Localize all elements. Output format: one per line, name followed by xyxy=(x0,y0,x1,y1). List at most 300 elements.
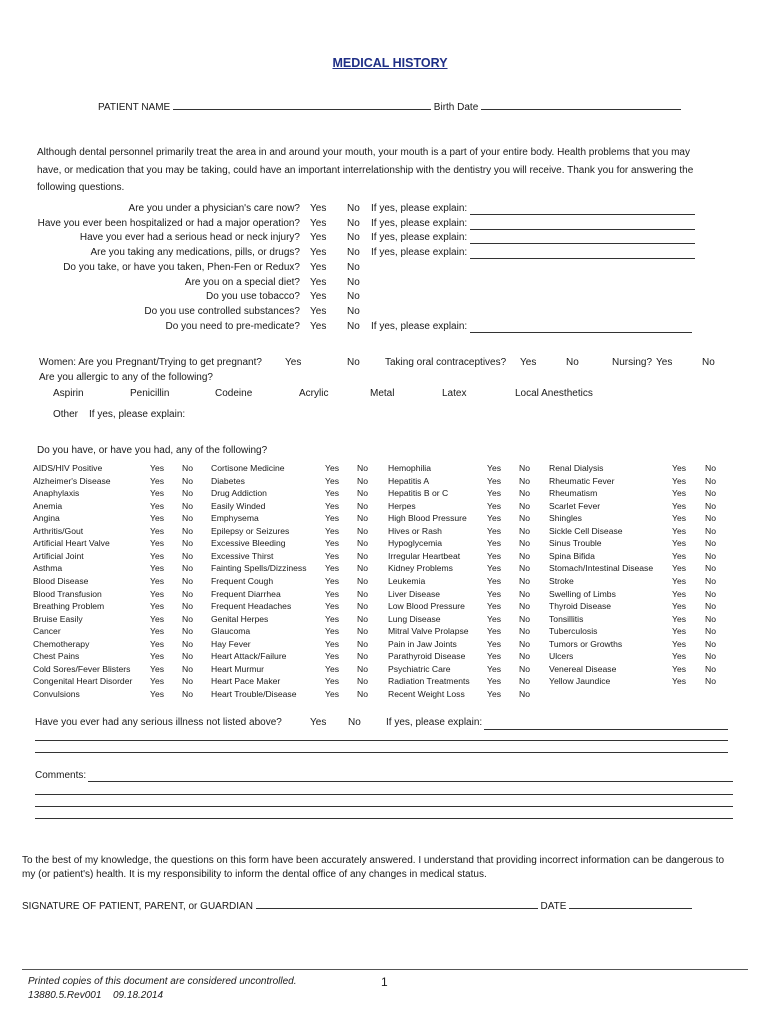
condition-label: Venereal Disease xyxy=(549,663,617,674)
condition-label: Frequent Cough xyxy=(211,575,274,586)
condition-no[interactable]: No xyxy=(705,550,716,561)
contraceptives-no[interactable]: No xyxy=(566,357,579,368)
condition-label: Ulcers xyxy=(549,651,574,662)
condition-no[interactable]: No xyxy=(182,626,193,637)
intro-paragraph: Although dental personnel primarily treat the area in and around your mouth, your mouth is a part of your entire body. Health problems that you may have, or medication that you may be taking, could have an important interrelationship with the dentistry you will receive. Thank you for answering the following questions. xyxy=(37,147,694,193)
condition-yes[interactable]: Yes xyxy=(150,626,165,637)
condition-yes[interactable]: Yes xyxy=(672,613,687,624)
condition-yes[interactable]: Yes xyxy=(672,550,687,561)
question-explain-line[interactable] xyxy=(470,258,695,259)
condition-yes[interactable]: Yes xyxy=(672,563,687,574)
birth-date-field[interactable] xyxy=(481,109,681,110)
condition-no[interactable]: No xyxy=(705,513,716,524)
condition-label: Hepatitis A xyxy=(388,475,430,486)
women-yes[interactable]: Yes xyxy=(285,357,302,368)
birth-date-label: Birth Date xyxy=(433,102,479,113)
condition-label: Renal Dialysis xyxy=(549,463,604,473)
condition-no[interactable]: No xyxy=(705,638,716,649)
condition-yes[interactable]: Yes xyxy=(325,513,340,524)
condition-label: Heart Trouble/Disease xyxy=(211,688,297,699)
comments-label: Comments: xyxy=(35,770,87,781)
condition-no[interactable]: No xyxy=(519,550,530,561)
condition-label: Congenital Heart Disorder xyxy=(33,676,133,687)
condition-yes[interactable]: Yes xyxy=(487,513,502,524)
condition-yes[interactable]: Yes xyxy=(487,563,502,574)
condition-label: Kidney Problems xyxy=(388,563,453,574)
condition-no[interactable]: No xyxy=(182,538,193,549)
question-label: Are you under a physician's care now? xyxy=(128,203,300,214)
condition-no[interactable]: No xyxy=(519,638,530,649)
condition-label: Herpes xyxy=(388,500,416,511)
condition-yes[interactable]: Yes xyxy=(325,638,340,649)
serious-illness-label: Have you ever had any serious illness not listed above? xyxy=(35,717,282,728)
condition-yes[interactable]: Yes xyxy=(487,575,502,586)
condition-no[interactable]: No xyxy=(357,513,368,524)
condition-yes[interactable]: Yes xyxy=(325,601,340,612)
question-yes[interactable]: Yes xyxy=(310,320,327,332)
condition-no[interactable]: No xyxy=(705,676,716,687)
footer-note: Printed copies of this document are considered uncontrolled. xyxy=(28,976,297,987)
question-no[interactable]: No xyxy=(347,217,360,229)
condition-label: Tumors or Growths xyxy=(549,638,623,649)
condition-yes[interactable]: Yes xyxy=(150,601,165,612)
condition-label: Hypoglycemia xyxy=(388,538,442,549)
conditions-heading: Do you have, or have you had, any of the following? xyxy=(37,445,268,456)
question-label: Do you need to pre-medicate? xyxy=(165,320,300,332)
question-yes[interactable]: Yes xyxy=(310,261,327,273)
condition-no[interactable]: No xyxy=(357,688,368,699)
condition-yes[interactable]: Yes xyxy=(325,563,340,574)
condition-label: Genital Herpes xyxy=(211,613,269,624)
condition-label: Drug Addiction xyxy=(211,488,267,499)
condition-label: Lung Disease xyxy=(388,613,441,624)
condition-yes[interactable]: Yes xyxy=(325,663,340,674)
question-yes[interactable]: Yes xyxy=(310,291,327,303)
condition-no[interactable]: No xyxy=(182,688,193,699)
condition-no[interactable]: No xyxy=(357,463,368,473)
condition-yes[interactable]: Yes xyxy=(672,488,687,499)
condition-yes[interactable]: Yes xyxy=(150,463,165,473)
condition-no[interactable]: No xyxy=(357,663,368,674)
condition-label: Cortisone Medicine xyxy=(211,463,285,473)
condition-label: Blood Disease xyxy=(33,575,89,586)
condition-yes[interactable]: Yes xyxy=(150,563,165,574)
condition-yes[interactable]: Yes xyxy=(325,538,340,549)
nursing-yes[interactable]: Yes xyxy=(656,357,673,368)
signature-label: SIGNATURE OF PATIENT, PARENT, or GUARDIAN xyxy=(22,901,253,912)
condition-no[interactable]: No xyxy=(357,638,368,649)
question-label: Are you on a special diet? xyxy=(184,276,300,288)
condition-no[interactable]: No xyxy=(357,626,368,637)
condition-no[interactable]: No xyxy=(357,538,368,549)
condition-label: Tonsillitis xyxy=(549,613,584,624)
condition-yes[interactable]: Yes xyxy=(672,500,687,511)
condition-label: Hepatitis B or C xyxy=(388,488,449,499)
condition-no[interactable]: No xyxy=(705,626,716,637)
condition-yes[interactable]: Yes xyxy=(325,488,340,499)
condition-no[interactable]: No xyxy=(519,538,530,549)
condition-yes[interactable]: Yes xyxy=(487,613,502,624)
condition-no[interactable]: No xyxy=(705,601,716,612)
condition-yes[interactable]: Yes xyxy=(150,663,165,674)
condition-no[interactable]: No xyxy=(182,513,193,524)
comments-line[interactable] xyxy=(35,794,733,795)
question-label: Do you use controlled substances? xyxy=(144,305,300,317)
condition-yes[interactable]: Yes xyxy=(150,500,165,511)
condition-no[interactable]: No xyxy=(519,500,530,511)
condition-label: Rheumatic Fever xyxy=(549,475,615,486)
condition-yes[interactable]: Yes xyxy=(150,513,165,524)
condition-label: Radiation Treatments xyxy=(388,676,470,687)
condition-label: Asthma xyxy=(33,563,63,574)
condition-label: Shingles xyxy=(549,513,582,524)
condition-yes[interactable]: Yes xyxy=(150,613,165,624)
serious-explain-line[interactable] xyxy=(484,729,728,730)
condition-yes[interactable]: Yes xyxy=(150,588,165,599)
condition-no[interactable]: No xyxy=(357,550,368,561)
condition-label: Heart Murmur xyxy=(211,663,265,674)
question-label: Do you use tobacco? xyxy=(206,291,300,303)
condition-no[interactable]: No xyxy=(182,613,193,624)
allergy-label: Are you allergic to any of the following? xyxy=(39,372,213,383)
condition-label: Chest Pains xyxy=(33,651,80,662)
condition-no[interactable]: No xyxy=(182,601,193,612)
condition-no[interactable]: No xyxy=(182,638,193,649)
question-no[interactable]: No xyxy=(347,276,360,288)
condition-label: Angina xyxy=(33,513,60,524)
question-yes[interactable]: Yes xyxy=(310,203,327,214)
contraceptives-yes[interactable]: Yes xyxy=(520,357,537,368)
condition-yes[interactable]: Yes xyxy=(150,638,165,649)
condition-label: Easily Winded xyxy=(211,500,266,511)
condition-label: Heart Pace Maker xyxy=(211,676,281,687)
condition-no[interactable]: No xyxy=(357,563,368,574)
condition-label: Excessive Bleeding xyxy=(211,538,286,549)
condition-label: Spina Bifida xyxy=(549,550,595,561)
condition-yes[interactable]: Yes xyxy=(150,676,165,687)
question-explain-line[interactable] xyxy=(470,229,695,230)
condition-label: Frequent Headaches xyxy=(211,601,292,612)
condition-no[interactable]: No xyxy=(519,563,530,574)
condition-yes[interactable]: Yes xyxy=(487,688,502,699)
nursing-label: Nursing? xyxy=(612,357,653,368)
condition-no[interactable]: No xyxy=(705,613,716,624)
condition-yes[interactable]: Yes xyxy=(325,676,340,687)
condition-no[interactable]: No xyxy=(519,663,530,674)
condition-no[interactable]: No xyxy=(357,525,368,536)
question-no[interactable]: No xyxy=(347,203,360,214)
condition-label: Pain in Jaw Joints xyxy=(388,638,457,649)
doc-date: 09.18.2014 xyxy=(113,990,164,1001)
condition-yes[interactable]: Yes xyxy=(487,638,502,649)
condition-label: Breathing Problem xyxy=(33,601,105,612)
condition-no[interactable]: No xyxy=(705,463,716,473)
condition-label: Rheumatism xyxy=(549,488,598,499)
question-explain-line[interactable] xyxy=(470,214,695,215)
condition-no[interactable]: No xyxy=(519,575,530,586)
patient-name-field[interactable] xyxy=(173,109,431,110)
condition-no[interactable]: No xyxy=(357,488,368,499)
condition-no[interactable]: No xyxy=(519,601,530,612)
condition-label: Arthritis/Gout xyxy=(33,525,84,536)
condition-no[interactable]: No xyxy=(182,563,193,574)
condition-yes[interactable]: Yes xyxy=(325,463,340,473)
condition-yes[interactable]: Yes xyxy=(487,626,502,637)
question-no[interactable]: No xyxy=(347,305,360,317)
condition-label: Anemia xyxy=(33,500,63,511)
condition-label: Frequent Diarrhea xyxy=(211,588,281,599)
allergy-option[interactable]: Latex xyxy=(442,388,467,399)
statement-paragraph: To the best of my knowledge, the questions on this form have been accurately answered. I understand that providing incorrect information can be dangerous to my (or patient's) health. It is my responsibility to inform the dental office of any changes in medical status. xyxy=(22,855,725,880)
condition-yes[interactable]: Yes xyxy=(672,651,687,662)
condition-yes[interactable]: Yes xyxy=(150,525,165,536)
comments-line[interactable] xyxy=(35,818,733,819)
question-yes[interactable]: Yes xyxy=(310,247,327,259)
condition-label: Hives or Rash xyxy=(388,525,442,536)
page-title: MEDICAL HISTORY xyxy=(332,56,448,70)
condition-yes[interactable]: Yes xyxy=(672,588,687,599)
question-explain-label: If yes, please explain: xyxy=(371,320,468,332)
condition-yes[interactable]: Yes xyxy=(487,488,502,499)
condition-label: Parathyroid Disease xyxy=(388,651,466,662)
condition-yes[interactable]: Yes xyxy=(325,626,340,637)
question-explain-label: If yes, please explain: xyxy=(371,232,468,244)
condition-no[interactable]: No xyxy=(357,613,368,624)
condition-yes[interactable]: Yes xyxy=(672,475,687,486)
question-label: Are you taking any medications, pills, or drugs? xyxy=(90,247,300,259)
condition-yes[interactable]: Yes xyxy=(325,651,340,662)
condition-no[interactable]: No xyxy=(519,676,530,687)
condition-yes[interactable]: Yes xyxy=(672,575,687,586)
question-no[interactable]: No xyxy=(347,320,360,332)
condition-no[interactable]: No xyxy=(357,676,368,687)
signature-field[interactable] xyxy=(256,908,538,909)
condition-label: Blood Transfusion xyxy=(33,588,102,599)
condition-yes[interactable]: Yes xyxy=(325,613,340,624)
comments-line[interactable] xyxy=(35,806,733,807)
condition-label: Cancer xyxy=(33,626,61,637)
women-no[interactable]: No xyxy=(347,357,360,368)
condition-yes[interactable]: Yes xyxy=(325,525,340,536)
condition-label: Diabetes xyxy=(211,475,245,486)
patient-name-row xyxy=(98,102,681,113)
condition-no[interactable]: No xyxy=(357,588,368,599)
condition-yes[interactable]: Yes xyxy=(487,676,502,687)
condition-no[interactable]: No xyxy=(182,525,193,536)
condition-no[interactable]: No xyxy=(519,626,530,637)
condition-yes[interactable]: Yes xyxy=(672,525,687,536)
question-label: Do you take, or have you taken, Phen-Fen or Redux? xyxy=(63,261,300,273)
condition-label: Hemophilia xyxy=(388,463,431,473)
page-number: 1 xyxy=(381,975,388,989)
signature-row xyxy=(22,901,692,912)
question-yes[interactable]: Yes xyxy=(310,276,327,288)
condition-no[interactable]: No xyxy=(705,475,716,486)
condition-yes[interactable]: Yes xyxy=(325,688,340,699)
condition-yes[interactable]: Yes xyxy=(672,601,687,612)
condition-label: Chemotherapy xyxy=(33,638,90,649)
condition-label: Recent Weight Loss xyxy=(388,688,465,699)
condition-no[interactable]: No xyxy=(182,663,193,674)
serious-extra-line[interactable] xyxy=(35,740,728,741)
condition-yes[interactable]: Yes xyxy=(150,575,165,586)
condition-yes[interactable]: Yes xyxy=(487,550,502,561)
condition-no[interactable]: No xyxy=(182,575,193,586)
condition-yes[interactable]: Yes xyxy=(672,463,687,473)
allergy-option[interactable]: Local Anesthetics xyxy=(515,388,593,399)
condition-yes[interactable]: Yes xyxy=(325,550,340,561)
question-no[interactable]: No xyxy=(347,247,360,259)
condition-no[interactable]: No xyxy=(357,475,368,486)
serious-yes[interactable]: Yes xyxy=(310,717,327,728)
condition-no[interactable]: No xyxy=(705,538,716,549)
condition-yes[interactable]: Yes xyxy=(672,676,687,687)
serious-extra-line[interactable] xyxy=(35,752,728,753)
question-no[interactable]: No xyxy=(347,291,360,303)
condition-no[interactable]: No xyxy=(182,550,193,561)
condition-no[interactable]: No xyxy=(519,525,530,536)
nursing-no[interactable]: No xyxy=(702,357,715,368)
condition-yes[interactable]: Yes xyxy=(325,475,340,486)
condition-no[interactable]: No xyxy=(705,563,716,574)
condition-yes[interactable]: Yes xyxy=(150,651,165,662)
condition-no[interactable]: No xyxy=(182,500,193,511)
serious-explain-label: If yes, please explain: xyxy=(386,717,483,728)
allergy-option[interactable]: Aspirin xyxy=(53,388,84,399)
condition-label: Swelling of Limbs xyxy=(549,588,616,599)
condition-no[interactable]: No xyxy=(357,651,368,662)
condition-yes[interactable]: Yes xyxy=(150,538,165,549)
condition-yes[interactable]: Yes xyxy=(487,601,502,612)
question-explain-label: If yes, please explain: xyxy=(371,203,468,214)
condition-no[interactable]: No xyxy=(519,463,530,473)
condition-label: Heart Attack/Failure xyxy=(211,651,287,662)
condition-yes[interactable]: Yes xyxy=(487,538,502,549)
date-label: DATE xyxy=(540,901,567,912)
condition-yes[interactable]: Yes xyxy=(150,488,165,499)
condition-label: Mitral Valve Prolapse xyxy=(388,626,469,637)
condition-no[interactable]: No xyxy=(705,663,716,674)
condition-yes[interactable]: Yes xyxy=(487,475,502,486)
condition-no[interactable]: No xyxy=(705,525,716,536)
condition-no[interactable]: No xyxy=(357,500,368,511)
question-label: Have you ever been hospitalized or had a major operation? xyxy=(37,217,300,229)
condition-no[interactable]: No xyxy=(182,488,193,499)
condition-label: High Blood Pressure xyxy=(388,513,467,524)
condition-no[interactable]: No xyxy=(705,575,716,586)
condition-yes[interactable]: Yes xyxy=(487,651,502,662)
condition-label: Stroke xyxy=(549,575,574,586)
condition-label: Glaucoma xyxy=(211,626,251,637)
condition-label: Sinus Trouble xyxy=(549,538,602,549)
condition-label: Sickle Cell Disease xyxy=(549,525,623,536)
allergy-other[interactable]: Other xyxy=(53,409,79,420)
condition-label: Artificial Joint xyxy=(33,550,84,561)
condition-no[interactable]: No xyxy=(182,651,193,662)
condition-yes[interactable]: Yes xyxy=(487,463,502,473)
condition-no[interactable]: No xyxy=(519,475,530,486)
question-yes[interactable]: Yes xyxy=(310,305,327,317)
allergy-option[interactable]: Penicillin xyxy=(130,388,170,399)
condition-yes[interactable]: Yes xyxy=(325,588,340,599)
condition-no[interactable]: No xyxy=(182,676,193,687)
condition-yes[interactable]: Yes xyxy=(672,663,687,674)
condition-label: Psychiatric Care xyxy=(388,663,451,674)
condition-yes[interactable]: Yes xyxy=(487,500,502,511)
condition-label: Hay Fever xyxy=(211,638,251,649)
condition-no[interactable]: No xyxy=(519,488,530,499)
condition-yes[interactable]: Yes xyxy=(487,525,502,536)
date-field[interactable] xyxy=(569,908,692,909)
comments-line[interactable] xyxy=(88,781,733,782)
condition-label: Cold Sores/Fever Blisters xyxy=(33,663,131,674)
condition-no[interactable]: No xyxy=(182,463,193,473)
doc-id: 13880.5.Rev001 xyxy=(28,990,102,1001)
condition-label: Bruise Easily xyxy=(33,613,83,624)
condition-no[interactable]: No xyxy=(182,475,193,486)
question-yes[interactable]: Yes xyxy=(310,217,327,229)
condition-yes[interactable]: Yes xyxy=(325,575,340,586)
condition-no[interactable]: No xyxy=(705,651,716,662)
condition-label: Excessive Thirst xyxy=(211,550,274,561)
condition-no[interactable]: No xyxy=(519,688,530,699)
condition-no[interactable]: No xyxy=(182,588,193,599)
question-no[interactable]: No xyxy=(347,261,360,273)
contraceptives-label: Taking oral contraceptives? xyxy=(385,357,507,368)
allergy-other-explain: If yes, please explain: xyxy=(89,409,186,420)
question-explain-line[interactable] xyxy=(470,332,692,333)
condition-yes[interactable]: Yes xyxy=(150,475,165,486)
condition-label: Stomach/Intestinal Disease xyxy=(549,563,654,574)
condition-label: Scarlet Fever xyxy=(549,500,601,511)
condition-no[interactable]: No xyxy=(357,575,368,586)
condition-label: Liver Disease xyxy=(388,588,441,599)
allergy-option[interactable]: Acrylic xyxy=(299,388,329,399)
condition-label: Low Blood Pressure xyxy=(388,601,465,612)
question-label: Have you ever had a serious head or neck injury? xyxy=(79,232,300,244)
condition-no[interactable]: No xyxy=(705,500,716,511)
condition-yes[interactable]: Yes xyxy=(487,588,502,599)
condition-no[interactable]: No xyxy=(705,488,716,499)
condition-no[interactable]: No xyxy=(357,601,368,612)
condition-yes[interactable]: Yes xyxy=(150,688,165,699)
allergy-option[interactable]: Metal xyxy=(370,388,395,399)
condition-yes[interactable]: Yes xyxy=(487,663,502,674)
condition-no[interactable]: No xyxy=(519,513,530,524)
condition-yes[interactable]: Yes xyxy=(325,500,340,511)
condition-no[interactable]: No xyxy=(519,613,530,624)
condition-yes[interactable]: Yes xyxy=(672,626,687,637)
patient-name-label: PATIENT NAME xyxy=(98,102,171,113)
condition-no[interactable]: No xyxy=(519,588,530,599)
allergy-option[interactable]: Codeine xyxy=(215,388,253,399)
serious-no[interactable]: No xyxy=(348,717,361,728)
condition-no[interactable]: No xyxy=(519,651,530,662)
condition-no[interactable]: No xyxy=(705,588,716,599)
footer-divider xyxy=(22,969,748,970)
question-no[interactable]: No xyxy=(347,232,360,244)
question-explain-line[interactable] xyxy=(470,243,695,244)
condition-yes[interactable]: Yes xyxy=(672,638,687,649)
condition-yes[interactable]: Yes xyxy=(672,538,687,549)
condition-label: Alzheimer's Disease xyxy=(33,475,111,486)
condition-yes[interactable]: Yes xyxy=(150,550,165,561)
condition-label: Thyroid Disease xyxy=(549,601,612,612)
question-explain-label: If yes, please explain: xyxy=(371,217,468,229)
condition-label: AIDS/HIV Positive xyxy=(33,463,103,473)
condition-yes[interactable]: Yes xyxy=(672,513,687,524)
question-yes[interactable]: Yes xyxy=(310,232,327,244)
